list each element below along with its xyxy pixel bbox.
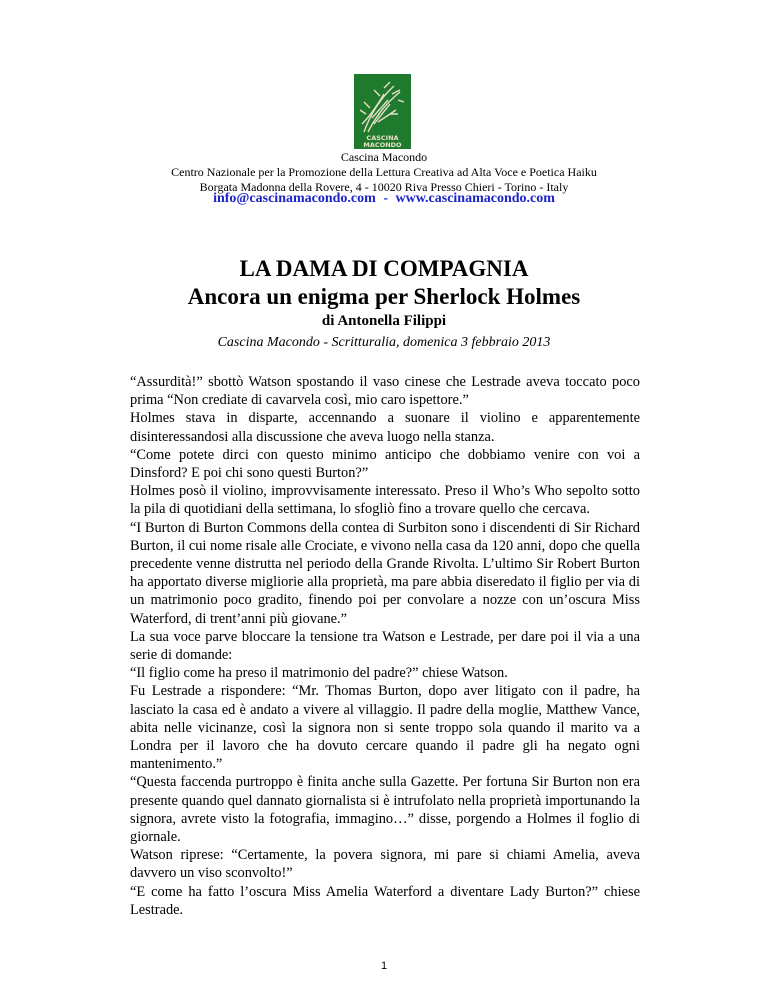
org-address: Borgata Madonna della Rovere, 4 - 10020 Riva Presso Chieri - Torino - Italy	[199, 180, 569, 194]
svg-text:CASCINA: CASCINA	[366, 134, 399, 142]
story-body	[130, 373, 640, 919]
contact-links	[0, 190, 768, 208]
page-number: 1	[380, 960, 388, 972]
paragraph: Holmes posò il violino, improvvisamente interessato. Preso il Who’s Who sepolto sotto la pila di quotidiani della settimana, lo sfogliò fino a trovare quello che cercava.	[130, 483, 640, 518]
link-separator: -	[383, 191, 388, 206]
paragraph: Watson riprese: “Certamente, la povera signora, mi pare si chiami Amelia, aveva davvero un viso sconvolto!”	[130, 847, 640, 882]
document-author: di Antonella Filippi	[321, 313, 447, 329]
org-subtitle: Centro Nazionale per la Promozione della Lettura Creativa ad Alta Voce e Poetica Haiku	[171, 165, 597, 179]
paragraph: “Il figlio come ha preso il matrimonio del padre?” chiese Watson.	[130, 665, 508, 682]
document-subtitle: Ancora un enigma per Sherlock Holmes	[187, 284, 581, 309]
paragraph: Holmes stava in disparte, accennando a suonare il violino e apparentemente disinteressandosi alla discussione che aveva luogo nella stanza.	[130, 410, 640, 445]
website-link[interactable]: www.cascinamacondo.com	[395, 191, 555, 206]
paragraph: “Assurdità!” sbottò Watson spostando il vaso cinese che Lestrade aveva toccato poco prima “Non crediate di cavarvela così, mio caro ispettore.”	[130, 374, 640, 409]
svg-text:MACONDO: MACONDO	[363, 141, 402, 149]
paragraph: “Questa faccenda purtroppo è finita anche sulla Gazette. Per fortuna Sir Burton non era presente quando quel dannato giornalista si è intrufolato nella proprietà importunando la signora, avrete visto la fotografia, immagino…” disse, porgendo a Holmes il foglio di giornale.	[130, 774, 640, 846]
org-name: Cascina Macondo	[340, 150, 428, 164]
email-link[interactable]: info@cascinamacondo.com	[213, 191, 376, 206]
paragraph: “I Burton di Burton Commons della contea di Surbiton sono i discendenti di Sir Richard Burton, il cui nome risale alle Crociate, e vivono nella casa da 120 anni, dopo che quella precedente venne distrutta nel periodo della Grande Rivolta. L’ultimo Sir Robert Burton ha apportato diverse migliorie alla proprietà, ma pare abbia diseredato il figlio per via di un matrimonio poco gradito, finendo poi per convolare a nozze con un’oscura Miss Waterford, di trent’anni più giovane.”	[130, 519, 640, 627]
document-source: Cascina Macondo - Scritturalia, domenica 3 febbraio 2013	[217, 335, 551, 350]
document-title: LA DAMA DI COMPAGNIA	[239, 256, 529, 281]
cascina-macondo-logo	[354, 74, 411, 149]
paragraph: La sua voce parve bloccare la tensione tra Watson e Lestrade, per dare poi il via a una serie di domande:	[130, 628, 640, 664]
paragraph: “Come potete dirci con questo minimo anticipo che dobbiamo venire con voi a Dinsford? E poi chi sono questi Burton?”	[130, 446, 640, 482]
paragraph: “E come ha fatto l’oscura Miss Amelia Waterford a diventare Lady Burton?” chiese Lestrade.	[130, 883, 640, 918]
paragraph: Fu Lestrade a rispondere: “Mr. Thomas Burton, dopo aver litigato con il padre, ha lasciato la casa ed è andato a vivere al villaggio. Il padre della moglie, Matthew Vance, abita nelle vicinanze, così la signora non si sente troppo sola quando il marito va a Londra per il lavoro che ha dovuto cercare quando il padre gli ha negato ogni mantenimento.”	[130, 683, 640, 773]
